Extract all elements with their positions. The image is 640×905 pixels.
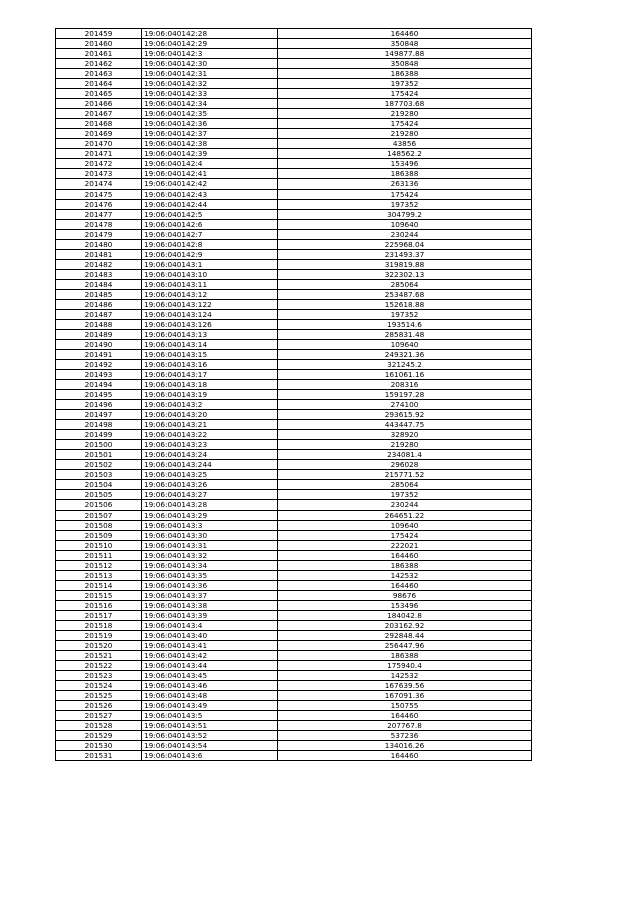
cadastral-id-cell: 19:06:040142:36 — [142, 119, 278, 129]
value-cell: 164460 — [278, 580, 532, 590]
value-cell: 215771.52 — [278, 470, 532, 480]
value-cell: 296028 — [278, 460, 532, 470]
table-row — [56, 620, 532, 630]
row-number-cell: 201475 — [56, 189, 142, 199]
table-body — [56, 29, 532, 761]
cadastral-id-cell: 19:06:040142:38 — [142, 139, 278, 149]
cadastral-id-cell: 19:06:040143:28 — [142, 500, 278, 510]
cadastral-id-cell: 19:06:040143:44 — [142, 660, 278, 670]
table-row — [56, 380, 532, 390]
table-row — [56, 109, 532, 119]
cadastral-id-cell: 19:06:040142:7 — [142, 229, 278, 239]
cadastral-id-cell: 19:06:040142:8 — [142, 239, 278, 249]
row-number-cell: 201469 — [56, 129, 142, 139]
cadastral-id-cell: 19:06:040143:3 — [142, 520, 278, 530]
row-number-cell: 201468 — [56, 119, 142, 129]
cadastral-id-cell: 19:06:040143:14 — [142, 339, 278, 349]
data-sheet — [55, 28, 531, 761]
row-number-cell: 201512 — [56, 560, 142, 570]
value-cell: 186388 — [278, 69, 532, 79]
table-row — [56, 430, 532, 440]
table-row — [56, 199, 532, 209]
value-cell: 256447.96 — [278, 640, 532, 650]
table-row — [56, 49, 532, 59]
value-cell: 109640 — [278, 219, 532, 229]
row-number-cell: 201462 — [56, 59, 142, 69]
row-number-cell: 201490 — [56, 339, 142, 349]
value-cell: 197352 — [278, 79, 532, 89]
table-row — [56, 370, 532, 380]
row-number-cell: 201495 — [56, 390, 142, 400]
row-number-cell: 201503 — [56, 470, 142, 480]
table-row — [56, 390, 532, 400]
row-number-cell: 201496 — [56, 400, 142, 410]
table-row — [56, 219, 532, 229]
cadastral-id-cell: 19:06:040142:37 — [142, 129, 278, 139]
table-row — [56, 600, 532, 610]
row-number-cell: 201515 — [56, 590, 142, 600]
value-cell: 175424 — [278, 89, 532, 99]
table-row — [56, 721, 532, 731]
value-cell: 292848.44 — [278, 630, 532, 640]
cadastral-id-cell: 19:06:040143:124 — [142, 309, 278, 319]
value-cell: 321245.2 — [278, 360, 532, 370]
cadastral-id-cell: 19:06:040142:44 — [142, 199, 278, 209]
value-cell: 43856 — [278, 139, 532, 149]
cadastral-id-cell: 19:06:040143:4 — [142, 620, 278, 630]
value-cell: 322302.13 — [278, 269, 532, 279]
cadastral-id-cell: 19:06:040143:12 — [142, 289, 278, 299]
cadastral-id-cell: 19:06:040143:18 — [142, 380, 278, 390]
cadastral-id-cell: 19:06:040143:10 — [142, 269, 278, 279]
row-number-cell: 201487 — [56, 309, 142, 319]
value-cell: 167639.56 — [278, 681, 532, 691]
row-number-cell: 201509 — [56, 530, 142, 540]
table-row — [56, 269, 532, 279]
row-number-cell: 201522 — [56, 660, 142, 670]
cadastral-id-cell: 19:06:040143:244 — [142, 460, 278, 470]
cadastral-id-cell: 19:06:040142:34 — [142, 99, 278, 109]
value-cell: 164460 — [278, 550, 532, 560]
cadastral-id-cell: 19:06:040143:6 — [142, 751, 278, 761]
row-number-cell: 201476 — [56, 199, 142, 209]
row-number-cell: 201531 — [56, 751, 142, 761]
table-row — [56, 139, 532, 149]
value-cell: 230244 — [278, 229, 532, 239]
row-number-cell: 201529 — [56, 731, 142, 741]
row-number-cell: 201501 — [56, 450, 142, 460]
value-cell: 293615.92 — [278, 410, 532, 420]
table-row — [56, 640, 532, 650]
cadastral-id-cell: 19:06:040142:39 — [142, 149, 278, 159]
row-number-cell: 201500 — [56, 440, 142, 450]
value-cell: 109640 — [278, 520, 532, 530]
row-number-cell: 201530 — [56, 741, 142, 751]
value-cell: 285064 — [278, 279, 532, 289]
table-row — [56, 570, 532, 580]
cadastral-id-cell: 19:06:040143:17 — [142, 370, 278, 380]
value-cell: 193514.6 — [278, 319, 532, 329]
table-row — [56, 550, 532, 560]
value-cell: 207767.8 — [278, 721, 532, 731]
value-cell: 537236 — [278, 731, 532, 741]
cadastral-id-cell: 19:06:040143:25 — [142, 470, 278, 480]
table-row — [56, 560, 532, 570]
table-row — [56, 39, 532, 49]
cadastral-id-cell: 19:06:040143:16 — [142, 360, 278, 370]
cadastral-id-cell: 19:06:040143:1 — [142, 259, 278, 269]
row-number-cell: 201465 — [56, 89, 142, 99]
value-cell: 149877.88 — [278, 49, 532, 59]
table-row — [56, 711, 532, 721]
row-number-cell: 201505 — [56, 490, 142, 500]
value-cell: 164460 — [278, 711, 532, 721]
cadastral-id-cell: 19:06:040143:11 — [142, 279, 278, 289]
row-number-cell: 201494 — [56, 380, 142, 390]
row-number-cell: 201517 — [56, 610, 142, 620]
table-row — [56, 209, 532, 219]
table-row — [56, 520, 532, 530]
table-row — [56, 129, 532, 139]
row-number-cell: 201520 — [56, 640, 142, 650]
value-cell: 142532 — [278, 570, 532, 580]
cadastral-id-cell: 19:06:040142:3 — [142, 49, 278, 59]
row-number-cell: 201483 — [56, 269, 142, 279]
cadastral-id-cell: 19:06:040143:5 — [142, 711, 278, 721]
row-number-cell: 201460 — [56, 39, 142, 49]
cadastral-id-cell: 19:06:040143:13 — [142, 329, 278, 339]
value-cell: 264651.22 — [278, 510, 532, 520]
table-row — [56, 610, 532, 620]
value-cell: 184042.8 — [278, 610, 532, 620]
value-cell: 231493.37 — [278, 249, 532, 259]
value-cell: 249321.36 — [278, 350, 532, 360]
row-number-cell: 201479 — [56, 229, 142, 239]
cadastral-id-cell: 19:06:040143:29 — [142, 510, 278, 520]
table-row — [56, 480, 532, 490]
table-row — [56, 741, 532, 751]
row-number-cell: 201518 — [56, 620, 142, 630]
value-cell: 285064 — [278, 480, 532, 490]
cadastral-id-cell: 19:06:040142:9 — [142, 249, 278, 259]
value-cell: 142532 — [278, 671, 532, 681]
cadastral-id-cell: 19:06:040143:126 — [142, 319, 278, 329]
row-number-cell: 201474 — [56, 179, 142, 189]
row-number-cell: 201521 — [56, 650, 142, 660]
table-row — [56, 691, 532, 701]
cadastral-id-cell: 19:06:040143:39 — [142, 610, 278, 620]
table-row — [56, 450, 532, 460]
cadastral-id-cell: 19:06:040142:43 — [142, 189, 278, 199]
table-row — [56, 89, 532, 99]
value-cell: 153496 — [278, 159, 532, 169]
value-cell: 350848 — [278, 39, 532, 49]
table-row — [56, 79, 532, 89]
value-cell: 222021 — [278, 540, 532, 550]
table-row — [56, 460, 532, 470]
row-number-cell: 201514 — [56, 580, 142, 590]
table-row — [56, 470, 532, 480]
row-number-cell: 201524 — [56, 681, 142, 691]
cadastral-id-cell: 19:06:040142:31 — [142, 69, 278, 79]
value-cell: 234081.4 — [278, 450, 532, 460]
value-cell: 161061.16 — [278, 370, 532, 380]
cadastral-id-cell: 19:06:040143:122 — [142, 299, 278, 309]
value-cell: 274100 — [278, 400, 532, 410]
cadastral-id-cell: 19:06:040143:27 — [142, 490, 278, 500]
table-row — [56, 249, 532, 259]
cadastral-id-cell: 19:06:040142:6 — [142, 219, 278, 229]
value-cell: 98676 — [278, 590, 532, 600]
cadastral-id-cell: 19:06:040143:36 — [142, 580, 278, 590]
row-number-cell: 201472 — [56, 159, 142, 169]
row-number-cell: 201484 — [56, 279, 142, 289]
row-number-cell: 201477 — [56, 209, 142, 219]
row-number-cell: 201508 — [56, 520, 142, 530]
value-cell: 208316 — [278, 380, 532, 390]
row-number-cell: 201470 — [56, 139, 142, 149]
row-number-cell: 201492 — [56, 360, 142, 370]
value-cell: 197352 — [278, 309, 532, 319]
cadastral-id-cell: 19:06:040143:21 — [142, 420, 278, 430]
table-row — [56, 500, 532, 510]
table-row — [56, 490, 532, 500]
cadastral-id-cell: 19:06:040143:51 — [142, 721, 278, 731]
value-cell: 186388 — [278, 560, 532, 570]
table-row — [56, 540, 532, 550]
cadastral-id-cell: 19:06:040143:48 — [142, 691, 278, 701]
table-row — [56, 751, 532, 761]
value-cell: 197352 — [278, 199, 532, 209]
table-row — [56, 681, 532, 691]
table-row — [56, 259, 532, 269]
table-row — [56, 660, 532, 670]
row-number-cell: 201510 — [56, 540, 142, 550]
cadastral-id-cell: 19:06:040142:4 — [142, 159, 278, 169]
row-number-cell: 201481 — [56, 249, 142, 259]
value-cell: 175940.4 — [278, 660, 532, 670]
table-row — [56, 590, 532, 600]
cadastral-id-cell: 19:06:040143:24 — [142, 450, 278, 460]
row-number-cell: 201491 — [56, 350, 142, 360]
row-number-cell: 201488 — [56, 319, 142, 329]
row-number-cell: 201459 — [56, 29, 142, 39]
row-number-cell: 201473 — [56, 169, 142, 179]
table-row — [56, 229, 532, 239]
row-number-cell: 201463 — [56, 69, 142, 79]
row-number-cell: 201482 — [56, 259, 142, 269]
cadastral-id-cell: 19:06:040142:32 — [142, 79, 278, 89]
value-cell: 225968.04 — [278, 239, 532, 249]
table-row — [56, 630, 532, 640]
table-row — [56, 530, 532, 540]
cadastral-id-cell: 19:06:040143:15 — [142, 350, 278, 360]
table-row — [56, 420, 532, 430]
table-row — [56, 350, 532, 360]
value-cell: 148562.2 — [278, 149, 532, 159]
row-number-cell: 201478 — [56, 219, 142, 229]
row-number-cell: 201525 — [56, 691, 142, 701]
table-row — [56, 410, 532, 420]
value-cell: 175424 — [278, 189, 532, 199]
value-cell: 159197.28 — [278, 390, 532, 400]
table-row — [56, 149, 532, 159]
table-row — [56, 29, 532, 39]
row-number-cell: 201506 — [56, 500, 142, 510]
value-cell: 167091.36 — [278, 691, 532, 701]
table-row — [56, 99, 532, 109]
cadastral-id-cell: 19:06:040143:30 — [142, 530, 278, 540]
data-table — [55, 28, 532, 761]
table-row — [56, 179, 532, 189]
cadastral-id-cell: 19:06:040143:31 — [142, 540, 278, 550]
table-row — [56, 319, 532, 329]
value-cell: 175424 — [278, 119, 532, 129]
value-cell: 350848 — [278, 59, 532, 69]
value-cell: 152618.88 — [278, 299, 532, 309]
value-cell: 230244 — [278, 500, 532, 510]
table-row — [56, 671, 532, 681]
table-row — [56, 169, 532, 179]
cadastral-id-cell: 19:06:040142:5 — [142, 209, 278, 219]
value-cell: 187703.68 — [278, 99, 532, 109]
value-cell: 197352 — [278, 490, 532, 500]
row-number-cell: 201499 — [56, 430, 142, 440]
row-number-cell: 201466 — [56, 99, 142, 109]
cadastral-id-cell: 19:06:040143:19 — [142, 390, 278, 400]
row-number-cell: 201485 — [56, 289, 142, 299]
table-row — [56, 189, 532, 199]
table-row — [56, 360, 532, 370]
value-cell: 134016.26 — [278, 741, 532, 751]
table-row — [56, 329, 532, 339]
cadastral-id-cell: 19:06:040143:38 — [142, 600, 278, 610]
value-cell: 219280 — [278, 109, 532, 119]
table-row — [56, 119, 532, 129]
table-row — [56, 69, 532, 79]
table-row — [56, 279, 532, 289]
row-number-cell: 201523 — [56, 671, 142, 681]
cadastral-id-cell: 19:06:040143:2 — [142, 400, 278, 410]
row-number-cell: 201464 — [56, 79, 142, 89]
table-row — [56, 580, 532, 590]
row-number-cell: 201504 — [56, 480, 142, 490]
value-cell: 263136 — [278, 179, 532, 189]
value-cell: 203162.92 — [278, 620, 532, 630]
value-cell: 150755 — [278, 701, 532, 711]
value-cell: 443447.75 — [278, 420, 532, 430]
row-number-cell: 201511 — [56, 550, 142, 560]
table-row — [56, 59, 532, 69]
cadastral-id-cell: 19:06:040143:52 — [142, 731, 278, 741]
value-cell: 285831.48 — [278, 329, 532, 339]
table-row — [56, 731, 532, 741]
cadastral-id-cell: 19:06:040143:26 — [142, 480, 278, 490]
value-cell: 253487.68 — [278, 289, 532, 299]
value-cell: 164460 — [278, 751, 532, 761]
table-row — [56, 159, 532, 169]
table-row — [56, 299, 532, 309]
row-number-cell: 201527 — [56, 711, 142, 721]
cadastral-id-cell: 19:06:040142:29 — [142, 39, 278, 49]
table-row — [56, 650, 532, 660]
row-number-cell: 201519 — [56, 630, 142, 640]
value-cell: 304799.2 — [278, 209, 532, 219]
cadastral-id-cell: 19:06:040143:20 — [142, 410, 278, 420]
row-number-cell: 201528 — [56, 721, 142, 731]
value-cell: 153496 — [278, 600, 532, 610]
cadastral-id-cell: 19:06:040142:33 — [142, 89, 278, 99]
cadastral-id-cell: 19:06:040143:37 — [142, 590, 278, 600]
row-number-cell: 201498 — [56, 420, 142, 430]
value-cell: 164460 — [278, 29, 532, 39]
table-row — [56, 309, 532, 319]
table-row — [56, 400, 532, 410]
row-number-cell: 201461 — [56, 49, 142, 59]
cadastral-id-cell: 19:06:040142:42 — [142, 179, 278, 189]
row-number-cell: 201480 — [56, 239, 142, 249]
row-number-cell: 201526 — [56, 701, 142, 711]
table-row — [56, 510, 532, 520]
cadastral-id-cell: 19:06:040143:34 — [142, 560, 278, 570]
cadastral-id-cell: 19:06:040143:32 — [142, 550, 278, 560]
row-number-cell: 201486 — [56, 299, 142, 309]
table-row — [56, 289, 532, 299]
row-number-cell: 201497 — [56, 410, 142, 420]
cadastral-id-cell: 19:06:040143:40 — [142, 630, 278, 640]
cadastral-id-cell: 19:06:040143:41 — [142, 640, 278, 650]
cadastral-id-cell: 19:06:040142:28 — [142, 29, 278, 39]
cadastral-id-cell: 19:06:040143:42 — [142, 650, 278, 660]
cadastral-id-cell: 19:06:040143:46 — [142, 681, 278, 691]
value-cell: 219280 — [278, 129, 532, 139]
value-cell: 109640 — [278, 339, 532, 349]
value-cell: 175424 — [278, 530, 532, 540]
row-number-cell: 201507 — [56, 510, 142, 520]
cadastral-id-cell: 19:06:040143:54 — [142, 741, 278, 751]
cadastral-id-cell: 19:06:040143:22 — [142, 430, 278, 440]
value-cell: 319819.88 — [278, 259, 532, 269]
row-number-cell: 201502 — [56, 460, 142, 470]
value-cell: 186388 — [278, 169, 532, 179]
cadastral-id-cell: 19:06:040143:49 — [142, 701, 278, 711]
cadastral-id-cell: 19:06:040142:35 — [142, 109, 278, 119]
value-cell: 328920 — [278, 430, 532, 440]
table-row — [56, 239, 532, 249]
cadastral-id-cell: 19:06:040143:23 — [142, 440, 278, 450]
row-number-cell: 201489 — [56, 329, 142, 339]
row-number-cell: 201493 — [56, 370, 142, 380]
cadastral-id-cell: 19:06:040142:41 — [142, 169, 278, 179]
cadastral-id-cell: 19:06:040142:30 — [142, 59, 278, 69]
table-row — [56, 440, 532, 450]
cadastral-id-cell: 19:06:040143:45 — [142, 671, 278, 681]
row-number-cell: 201516 — [56, 600, 142, 610]
row-number-cell: 201467 — [56, 109, 142, 119]
row-number-cell: 201513 — [56, 570, 142, 580]
table-row — [56, 339, 532, 349]
row-number-cell: 201471 — [56, 149, 142, 159]
table-row — [56, 701, 532, 711]
value-cell: 186388 — [278, 650, 532, 660]
cadastral-id-cell: 19:06:040143:35 — [142, 570, 278, 580]
value-cell: 219280 — [278, 440, 532, 450]
